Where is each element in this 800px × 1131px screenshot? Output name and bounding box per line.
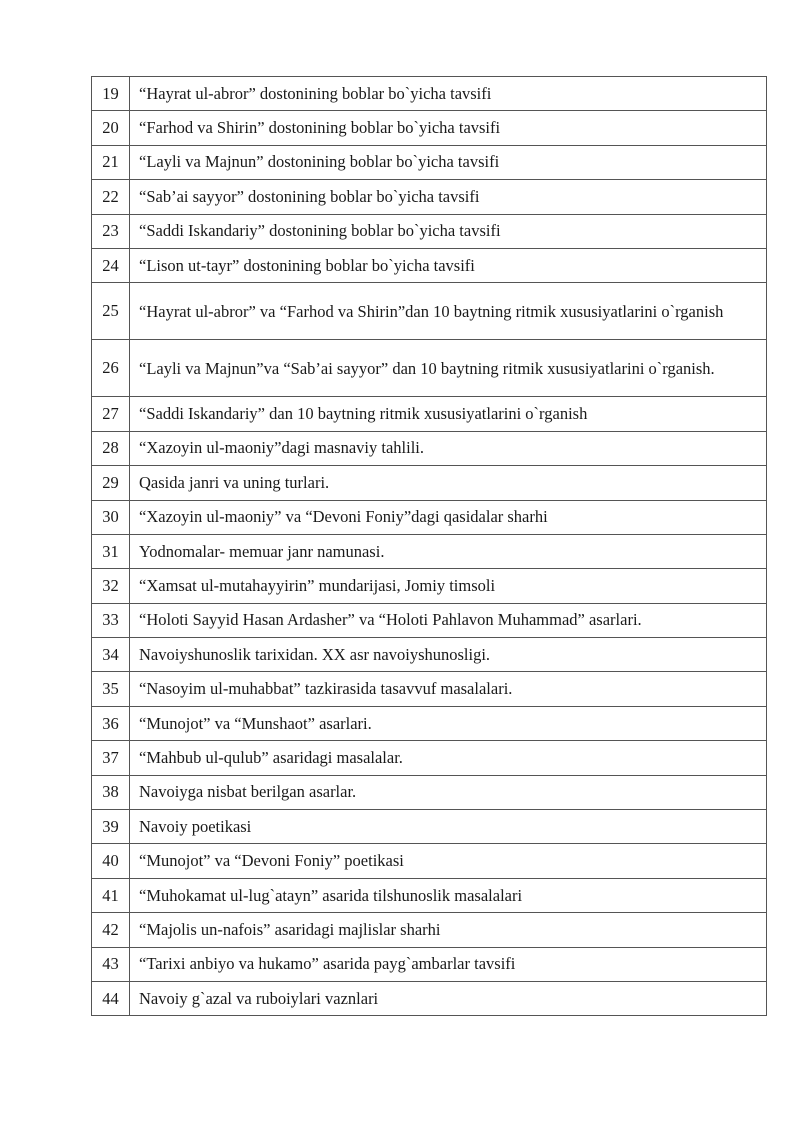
row-topic: Navoiyga nisbat berilgan asarlar.: [130, 775, 767, 809]
row-topic: “Hayrat ul-abror” va “Farhod va Shirin”dan 10 baytning ritmik xususiyatlarini o`rganish: [130, 283, 767, 340]
row-topic: “Muhokamat ul-lug`atayn” asarida tilshunoslik masalalari: [130, 878, 767, 912]
table-row: [92, 603, 767, 637]
row-topic: “Farhod va Shirin” dostonining boblar bo`yicha tavsifi: [130, 111, 767, 145]
row-topic: “Holoti Sayyid Hasan Ardasher” va “Holoti Pahlavon Muhammad” asarlari.: [130, 603, 767, 637]
row-number: 42: [92, 913, 130, 947]
table-row: [92, 111, 767, 145]
row-number: 33: [92, 603, 130, 637]
row-topic: Qasida janri va uning turlari.: [130, 466, 767, 500]
row-number: 28: [92, 431, 130, 465]
table-row: [92, 248, 767, 282]
table-row: [92, 672, 767, 706]
table-row: [92, 340, 767, 397]
table-row: [92, 500, 767, 534]
table-row: [92, 534, 767, 568]
table-row: [92, 431, 767, 465]
row-number: 38: [92, 775, 130, 809]
row-number: 20: [92, 111, 130, 145]
row-topic: “Lison ut-tayr” dostonining boblar bo`yicha tavsifi: [130, 248, 767, 282]
row-topic: “Hayrat ul-abror” dostonining boblar bo`yicha tavsifi: [130, 77, 767, 111]
row-topic: “Layli va Majnun”va “Sab’ai sayyor” dan 10 baytning ritmik xususiyatlarini o`rganish.: [130, 340, 767, 397]
topics-table: [91, 76, 767, 1016]
row-number: 22: [92, 180, 130, 214]
row-topic: “Saddi Iskandariy” dan 10 baytning ritmik xususiyatlarini o`rganish: [130, 397, 767, 431]
row-topic: “Mahbub ul-qulub” asaridagi masalalar.: [130, 741, 767, 775]
table-row: [92, 706, 767, 740]
row-topic: “Saddi Iskandariy” dostonining boblar bo`yicha tavsifi: [130, 214, 767, 248]
row-number: 39: [92, 810, 130, 844]
row-number: 21: [92, 145, 130, 179]
row-number: 35: [92, 672, 130, 706]
row-number: 26: [92, 340, 130, 397]
row-topic: “Sab’ai sayyor” dostonining boblar bo`yicha tavsifi: [130, 180, 767, 214]
table-row: [92, 466, 767, 500]
table-row: [92, 569, 767, 603]
table-row: [92, 947, 767, 981]
table-row: [92, 981, 767, 1015]
row-number: 27: [92, 397, 130, 431]
table-row: [92, 283, 767, 340]
row-topic: “Munojot” va “Munshaot” asarlari.: [130, 706, 767, 740]
row-number: 30: [92, 500, 130, 534]
row-number: 32: [92, 569, 130, 603]
row-number: 29: [92, 466, 130, 500]
row-number: 19: [92, 77, 130, 111]
row-topic: Navoiy g`azal va ruboiylari vaznlari: [130, 981, 767, 1015]
row-number: 31: [92, 534, 130, 568]
table-row: [92, 397, 767, 431]
table-row: [92, 775, 767, 809]
row-topic: Navoiyshunoslik tarixidan. XX asr navoiyshunosligi.: [130, 638, 767, 672]
row-topic: Navoiy poetikasi: [130, 810, 767, 844]
row-number: 41: [92, 878, 130, 912]
row-number: 37: [92, 741, 130, 775]
row-topic: “Tarixi anbiyo va hukamo” asarida payg`ambarlar tavsifi: [130, 947, 767, 981]
row-number: 43: [92, 947, 130, 981]
row-topic: “Xamsat ul-mutahayyirin” mundarijasi, Jomiy timsoli: [130, 569, 767, 603]
table-row: [92, 638, 767, 672]
row-number: 44: [92, 981, 130, 1015]
table-row: [92, 214, 767, 248]
table-row: [92, 810, 767, 844]
row-topic: “Majolis un-nafois” asaridagi majlislar sharhi: [130, 913, 767, 947]
row-topic: “Layli va Majnun” dostonining boblar bo`yicha tavsifi: [130, 145, 767, 179]
row-number: 24: [92, 248, 130, 282]
row-topic: “Munojot” va “Devoni Foniy” poetikasi: [130, 844, 767, 878]
row-number: 34: [92, 638, 130, 672]
table-row: [92, 913, 767, 947]
row-topic: “Xazoyin ul-maoniy”dagi masnaviy tahlili.: [130, 431, 767, 465]
row-number: 25: [92, 283, 130, 340]
table-row: [92, 180, 767, 214]
row-number: 23: [92, 214, 130, 248]
row-topic: Yodnomalar- memuar janr namunasi.: [130, 534, 767, 568]
row-topic: “Nasoyim ul-muhabbat” tazkirasida tasavvuf masalalari.: [130, 672, 767, 706]
table-row: [92, 741, 767, 775]
table-row: [92, 878, 767, 912]
row-topic: “Xazoyin ul-maoniy” va “Devoni Foniy”dagi qasidalar sharhi: [130, 500, 767, 534]
table-row: [92, 77, 767, 111]
table-row: [92, 844, 767, 878]
row-number: 36: [92, 706, 130, 740]
table-row: [92, 145, 767, 179]
row-number: 40: [92, 844, 130, 878]
